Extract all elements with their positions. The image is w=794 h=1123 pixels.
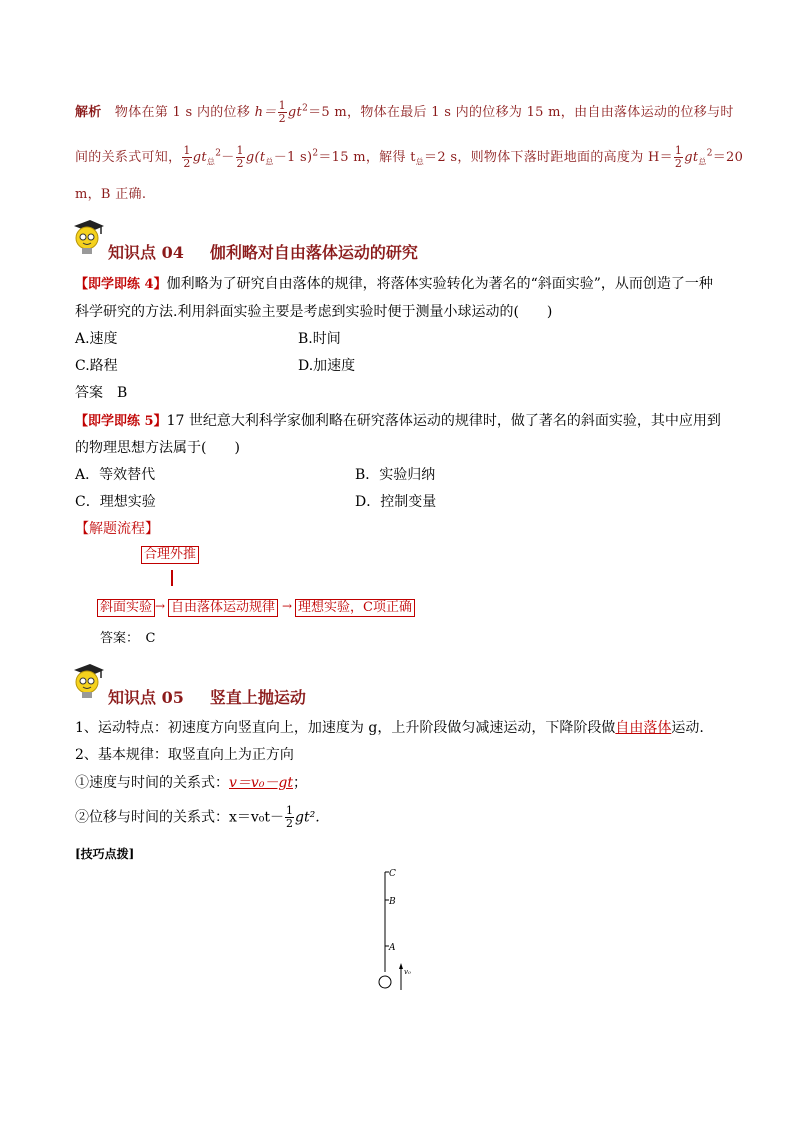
option-a: A．等效替代 xyxy=(75,467,156,483)
vertical-throw-diagram xyxy=(370,862,420,992)
option-c: C．理想实验 xyxy=(75,494,156,510)
velocity-formula: ①速度与时间的关系式：v＝v₀－gt； xyxy=(75,775,308,791)
blank-answer: v＝v₀－gt xyxy=(229,775,294,791)
section-number: 知识点 05 xyxy=(108,688,184,707)
option-b: B．实验归纳 xyxy=(355,467,436,483)
point-c-label: C xyxy=(389,869,396,879)
initial-velocity-label: v₀ xyxy=(404,968,411,976)
motion-feature-paragraph: 1、运动特点：初速度方向竖直向上，加速度为 g，上升阶段做匀减速运动，下降阶段做自由落体运动. xyxy=(75,720,704,736)
answer: 答案 B xyxy=(75,385,128,401)
solution-label: 解析 xyxy=(75,105,102,120)
point-b-label: B xyxy=(389,897,396,907)
basic-law-paragraph: 2、基本规律：取竖直向上为正方向 xyxy=(75,747,294,763)
flow-box-reasonable-extrapolation: 合理外推 xyxy=(141,546,199,564)
solution-line-3: m，B 正确. xyxy=(75,187,147,202)
fraction-half: $\frac{1}{2}$ xyxy=(278,99,286,125)
displacement-formula: ②位移与时间的关系式：x＝v₀t－ $\frac{1}{2}$ gt². xyxy=(75,804,320,830)
exercise-tag: 【即学即练 5】 xyxy=(75,414,167,429)
option-a: A.速度 xyxy=(75,331,118,347)
exercise-5-line-2: 的物理思想方法属于( ) xyxy=(75,440,240,456)
flow-box-free-fall-law: 自由落体运动规律 xyxy=(168,599,278,617)
option-d: D．控制变量 xyxy=(355,494,437,510)
answer: 答案： C xyxy=(100,631,156,646)
exercise-4-line-1: 【即学即练 4】伽利略为了研究自由落体的规律，将落体实验转化为著名的“斜面实验”，从而创造了一种 xyxy=(75,276,713,292)
option-b: B.时间 xyxy=(298,331,341,347)
flow-box-ideal-experiment: 理想实验，C项正确 xyxy=(295,599,415,617)
tips-label: [技巧点拨] xyxy=(75,847,135,861)
solution-line-2: 间的关系式可知， $\frac{1}{2}$ $gt_总^2-$ $\frac{1}{2}$ $g(t_总-1$ s)$^2$＝15 m，解得 $t_总=2$ s，则物体下落时距地面的高度为 H＝ $\frac{1}{2}$ $gt_总^2=20$ xyxy=(75,144,744,170)
knowledge-point-04-heading xyxy=(104,240,418,263)
scholar-bulb-icon xyxy=(70,662,104,702)
fraction-half: $\frac{1}{2}$ xyxy=(286,804,294,830)
arrow-right-icon: → xyxy=(155,599,166,613)
scholar-bulb-icon xyxy=(70,218,104,258)
knowledge-point-05-heading xyxy=(104,685,306,708)
section-title: 伽利略对自由落体运动的研究 xyxy=(209,243,418,262)
section-title: 竖直上抛运动 xyxy=(209,688,306,707)
point-a-label: A xyxy=(389,943,396,953)
option-c: C.路程 xyxy=(75,358,118,374)
blank-answer: 自由落体 xyxy=(615,720,672,736)
option-d: D.加速度 xyxy=(298,358,356,374)
arrow-right-icon: → xyxy=(282,599,293,613)
solution-line-1: 解析 物体在第 1 s 内的位移 h＝ $\frac{1}{2}$ $gt^2=5$ m，物体在最后 1 s 内的位移为 15 m，由自由落体运动的位移与时 xyxy=(75,99,734,125)
solution-flow-label: 【解题流程】 xyxy=(75,521,159,537)
flow-connector-line xyxy=(171,570,173,586)
section-number: 知识点 04 xyxy=(108,243,184,262)
exercise-5-line-1: 【即学即练 5】17 世纪意大利科学家伽利略在研究落体运动的规律时，做了著名的斜面实验，其中应用到 xyxy=(75,413,721,429)
exercise-4-line-2: 科学研究的方法.利用斜面实验主要是考虑到实验时便于测量小球运动的( ) xyxy=(75,304,553,320)
flow-box-inclined-plane: 斜面实验 xyxy=(97,599,155,617)
exercise-tag: 【即学即练 4】 xyxy=(75,277,167,292)
